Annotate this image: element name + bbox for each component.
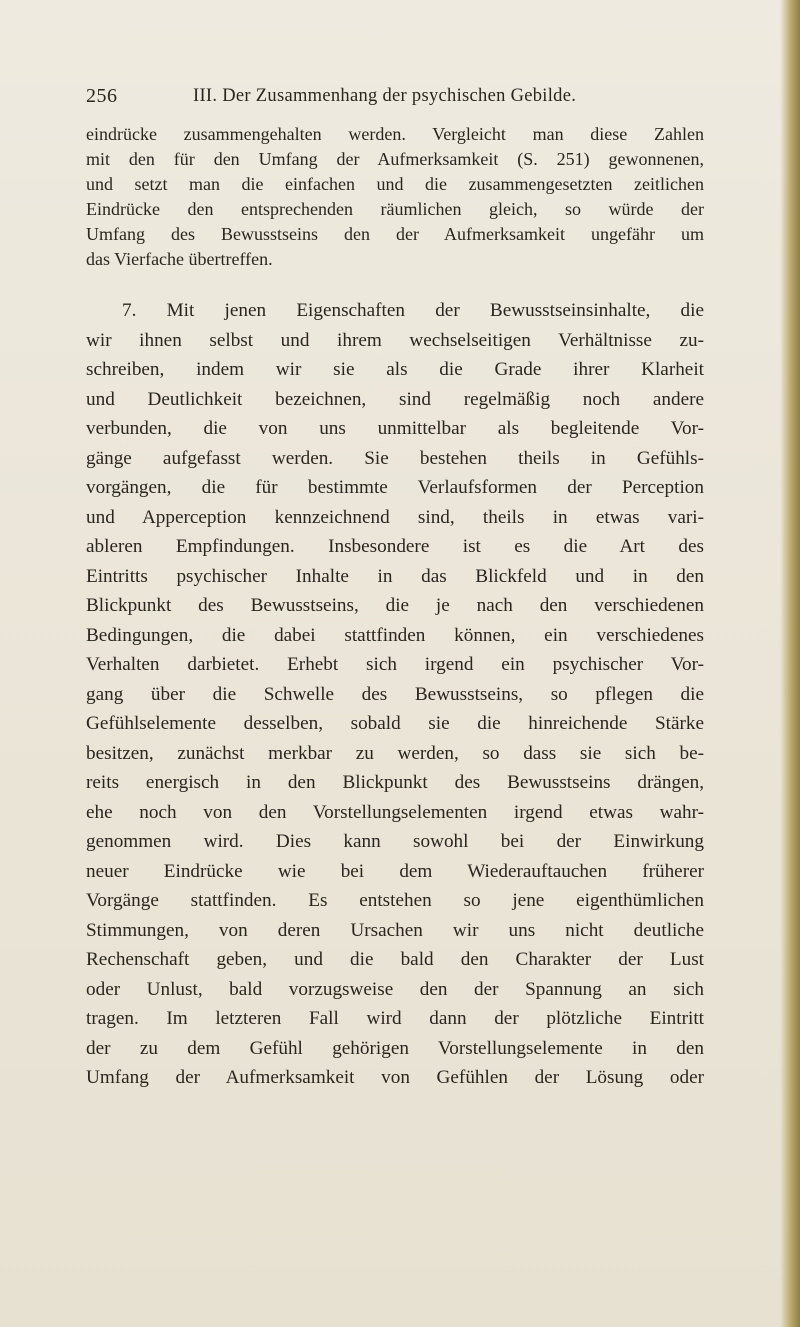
text-line: gang über die Schwelle des Bewusstseins, so pflegen die [86, 683, 704, 705]
text-line: Blickpunkt des Bewusstseins, die je nach den verschiedenen [86, 595, 704, 616]
text-line: ableren Empfindungen. Insbesondere ist es die Art des [86, 536, 704, 557]
text-line: 7. Mit jenen Eigenschaften der Bewusstseinsinhalte, die [122, 300, 704, 321]
text-line: mit den für den Umfang der Aufmerksamkeit (S. 251) gewonnenen, [86, 149, 704, 169]
text-line: Bedingungen, die dabei stattfinden können, ein verschiedenes [86, 624, 704, 646]
text-line: Umfang der Aufmerksamkeit von Gefühlen der Lösung oder [86, 1067, 704, 1088]
text-line: Eintritts psychischer Inhalte in das Blickfeld und in den [86, 565, 704, 587]
text-line: genommen wird. Dies kann sowohl bei der Einwirkung [86, 831, 704, 852]
text-line: reits energisch in den Blickpunkt des Bewusstseins drängen, [86, 772, 704, 793]
running-header [86, 85, 686, 109]
text-line: und Deutlichkeit bezeichnen, sind regelmäßig noch andere [86, 388, 704, 410]
text-line: vorgängen, die für bestimmte Verlaufsformen der Perception [86, 477, 704, 498]
page-number: 256 [86, 85, 118, 107]
text-line: gänge aufgefasst werden. Sie bestehen theils in Gefühls- [86, 447, 704, 469]
text-line: und setzt man die einfachen und die zusammengesetzten zeitlichen [86, 174, 704, 194]
text-line: Stimmungen, von deren Ursachen wir uns nicht deutliche [86, 919, 704, 941]
text-line: Rechenschaft geben, und die bald den Charakter der Lust [86, 949, 704, 970]
text-line: und Apperception kennzeichnend sind, theils in etwas vari- [86, 506, 704, 528]
text-line: schreiben, indem wir sie als die Grade ihrer Klarheit [86, 359, 704, 380]
page-edge [780, 0, 800, 1327]
text-line: das Vierfache übertreffen. [86, 249, 273, 269]
text-line: Vorgänge stattfinden. Es entstehen so jene eigenthümlichen [86, 890, 704, 911]
text-line: wir ihnen selbst und ihrem wechselseitigen Verhältnisse zu- [86, 329, 704, 351]
body-text [86, 122, 704, 1093]
text-line: tragen. Im letzteren Fall wird dann der plötzliche Eintritt [86, 1008, 704, 1029]
paragraph-2 [86, 296, 704, 1093]
text-line: Verhalten darbietet. Erhebt sich irgend ein psychischer Vor- [86, 654, 704, 675]
text-line: Umfang des Bewusstseins den der Aufmerksamkeit ungefähr um [86, 224, 704, 244]
text-line: neuer Eindrücke wie bei dem Wiederauftauchen früherer [86, 860, 704, 882]
text-line: Eindrücke den entsprechenden räumlichen gleich, so würde der [86, 199, 704, 219]
text-line: ehe noch von den Vorstellungselementen irgend etwas wahr- [86, 801, 704, 823]
text-line: der zu dem Gefühl gehörigen Vorstellungselemente in den [86, 1037, 704, 1059]
text-line: Gefühlselemente desselben, sobald sie die hinreichende Stärke [86, 713, 704, 734]
running-title: III. Der Zusammenhang der psychischen Gebilde. [193, 86, 577, 106]
text-line: verbunden, die von uns unmittelbar als begleitende Vor- [86, 418, 704, 439]
text-line: eindrücke zusammengehalten werden. Vergleicht man diese Zahlen [86, 124, 704, 144]
text-line: besitzen, zunächst merkbar zu werden, so dass sie sich be- [86, 742, 704, 764]
text-line: oder Unlust, bald vorzugsweise den der Spannung an sich [86, 978, 704, 1000]
paragraph-1 [86, 122, 704, 272]
